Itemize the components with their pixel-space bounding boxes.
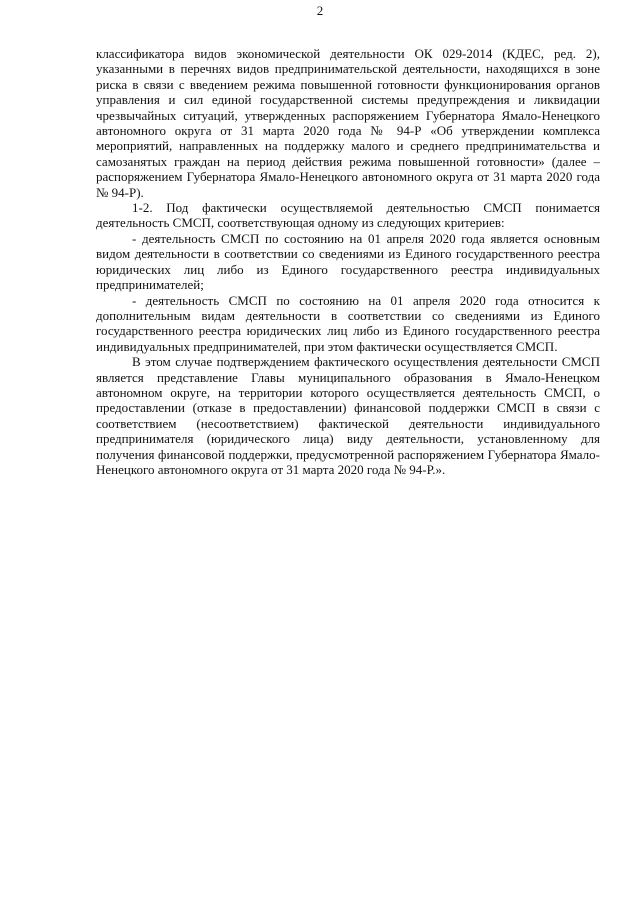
- page-number: 2: [316, 3, 324, 18]
- paragraph-criterion-additional-activity: - деятельность СМСП по состоянию на 01 апреля 2020 года относится к дополнительным видам деятельности в соответствии со сведениями из Единого государственного реестра юридических лиц либо из Единого государственного реестра индивидуальных предпринимателей, при этом фактически осуществляется СМСП.: [96, 292, 600, 354]
- paragraph-confirmation: В этом случае подтверждением фактического осуществления деятельности СМСП является представление Главы муниципального образования в Ямало-Ненецком автономном округе, на территории которого осуществляется деятельность СМСП, о предоставлении (отказе в предоставлении) финансовой поддержки СМСП в связи с соответствием (несоответствием) фактической деятельности индивидуального предпринимателя (юридического лица) виду деятельности, установленному для получения финансовой поддержки, предусмотренной распоряжением Губернатора Ямало-Ненецкого автономного округа от 31 марта 2020 года № 94-Р.».: [96, 354, 600, 477]
- paragraph-continuation: классификатора видов экономической деятельности ОК 029-2014 (КДЕС, ред. 2), указанными в перечнях видов предпринимательской деятельности, находящихся в зоне риска в связи с введением режима повышенной готовности функционирования органов управления и сил единой государственной системы предупреждения и ликвидации чрезвычайных ситуаций, утвержденных распоряжением Губернатора Ямало-Ненецкого автономного округа от 31 марта 2020 года № 94-Р «Об утверждении комплекса мероприятий, направленных на поддержку малого и среднего предпринимательства и самозанятых граждан на период действия режима повышенной готовности» (далее – распоряжением Губернатора Ямало-Ненецкого автономного округа от 31 марта 2020 года № 94-Р).: [96, 46, 600, 200]
- paragraph-criterion-main-activity: - деятельность СМСП по состоянию на 01 апреля 2020 года является основным видом деятельности в соответствии со сведениями из Единого государственного реестра юридических лиц либо из Единого государственного реестра индивидуальных предпринимателей;: [96, 230, 600, 293]
- paragraph-clause-1-2: 1-2. Под фактически осуществляемой деятельностью СМСП понимается деятельность СМСП, соответствующая одному из следующих критериев:: [96, 200, 600, 231]
- document-body: [96, 46, 600, 477]
